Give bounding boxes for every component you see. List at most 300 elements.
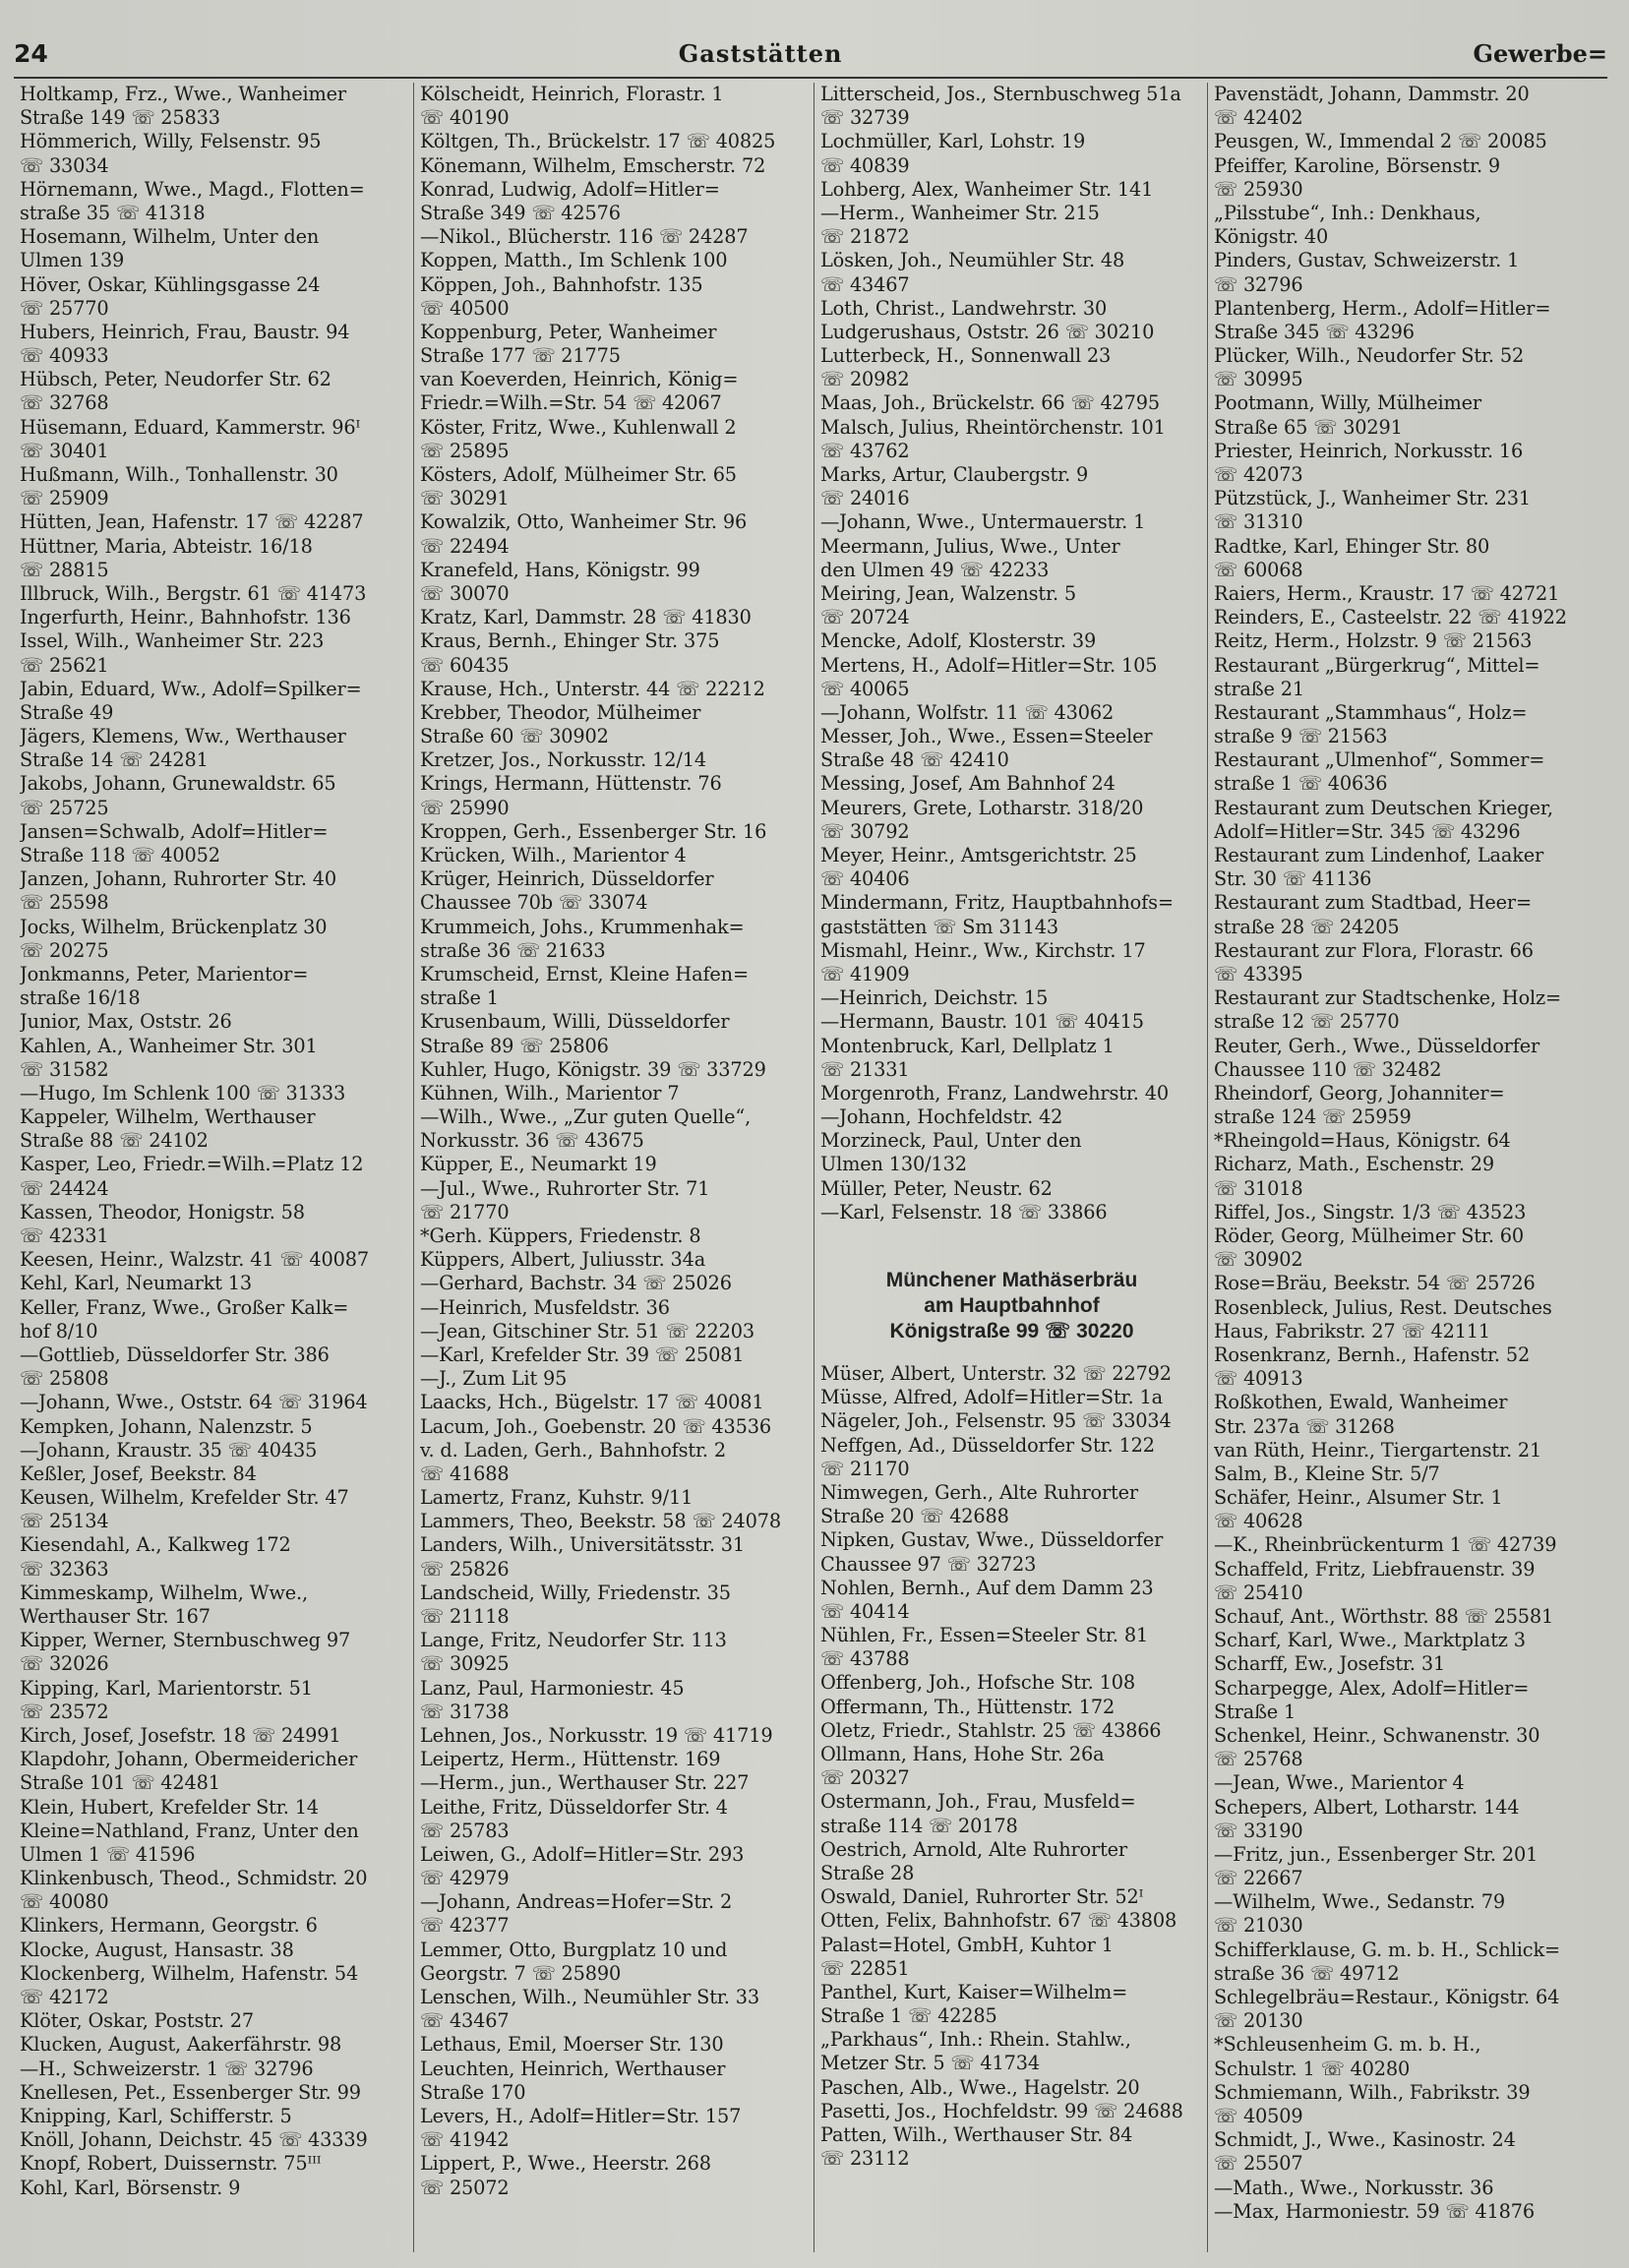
listing-line: Klein, Hubert, Krefelder Str. 14 bbox=[20, 1795, 319, 1819]
listing-line: ☏ 25598 bbox=[20, 891, 109, 915]
listing-line: Kranefeld, Hans, Königstr. 99 bbox=[420, 558, 700, 581]
listing-line: Kappeler, Wilhelm, Werthauser bbox=[20, 1105, 316, 1129]
listing-line: Kahlen, A., Wanheimer Str. 301 bbox=[20, 1034, 318, 1057]
listing-line: Kasper, Leo, Friedr.=Wilh.=Platz 12 bbox=[20, 1153, 364, 1176]
listing-line: Straße 170 bbox=[420, 2080, 526, 2104]
listing-line: straße 12 ☏ 25770 bbox=[1214, 1010, 1400, 1034]
listing-line: Haus, Fabrikstr. 27 ☏ 42111 bbox=[1214, 1319, 1491, 1343]
listing-line: Richarz, Math., Eschenstr. 29 bbox=[1214, 1153, 1495, 1176]
listing-line: ☏ 40913 bbox=[1214, 1367, 1303, 1391]
listing-line: Metzer Str. 5 ☏ 41734 bbox=[820, 2052, 1040, 2075]
listing-line: Keusen, Wilhelm, Krefelder Str. 47 bbox=[20, 1486, 349, 1510]
listing-line: Konrad, Ludwig, Adolf=Hitler= bbox=[420, 177, 720, 201]
listing-line: Riffel, Jos., Singstr. 1/3 ☏ 43523 bbox=[1214, 1200, 1527, 1224]
listing-line: Kipping, Karl, Marientorstr. 51 bbox=[20, 1676, 313, 1700]
listing-line: —Johann, Wwe., Oststr. 64 ☏ 31964 bbox=[20, 1391, 368, 1414]
listing-line: Küpper, E., Neumarkt 19 bbox=[420, 1153, 657, 1176]
listing-line: Schmiemann, Wilh., Fabrikstr. 39 bbox=[1214, 2080, 1531, 2104]
listing-line: Restaurant zum Lindenhof, Laaker bbox=[1214, 844, 1544, 866]
listing-line: ☏ 22494 bbox=[420, 534, 510, 558]
listing-line: Krücken, Wilh., Marientor 4 bbox=[420, 844, 687, 866]
listing-line: —Jean, Wwe., Marientor 4 bbox=[1214, 1771, 1465, 1795]
listing-line: Palast=Hotel, GmbH, Kuhtor 1 bbox=[820, 1933, 1114, 1956]
listing-line: Plantenberg, Herm., Adolf=Hitler= bbox=[1214, 296, 1551, 320]
listing-line: Mencke, Adolf, Klosterstr. 39 bbox=[820, 629, 1097, 653]
listing-line: ☏ 25895 bbox=[420, 439, 510, 462]
listing-line: Klöter, Oskar, Poststr. 27 bbox=[20, 2009, 255, 2033]
listing-line: Levers, H., Adolf=Hitler=Str. 157 bbox=[420, 2104, 742, 2127]
listing-line: Straße 65 ☏ 30291 bbox=[1214, 415, 1403, 439]
listing-line: Loth, Christ., Landwehrstr. 30 bbox=[820, 296, 1108, 320]
ad-line: am Hauptbahnhof bbox=[924, 1294, 1100, 1317]
listing-line: Hübsch, Peter, Neudorfer Str. 62 bbox=[20, 368, 332, 391]
listing-line: Lanz, Paul, Harmoniestr. 45 bbox=[420, 1676, 685, 1700]
listing-line: Lemmer, Otto, Burgplatz 10 und bbox=[420, 1938, 728, 1961]
listing-line: Offermann, Th., Hüttenstr. 172 bbox=[820, 1695, 1116, 1718]
listing-line: ☏ 60435 bbox=[420, 653, 510, 677]
listing-line: Restaurant zum Deutschen Krieger, bbox=[1214, 796, 1553, 819]
listing-line: —Karl, Felsenstr. 18 ☏ 33866 bbox=[820, 1200, 1108, 1224]
listing-line: Janzen, Johann, Ruhrorter Str. 40 bbox=[20, 867, 337, 891]
listing-line: Meermann, Julius, Wwe., Unter bbox=[820, 534, 1120, 558]
listing-line: Nägeler, Joh., Felsenstr. 95 ☏ 33034 bbox=[820, 1409, 1172, 1433]
listing-line: Oestrich, Arnold, Alte Ruhrorter bbox=[820, 1837, 1128, 1861]
listing-line: ☏ 25770 bbox=[20, 296, 109, 320]
listing-line: Köster, Fritz, Wwe., Kuhlenwall 2 bbox=[420, 415, 737, 439]
listing-line: Landers, Wilh., Universitätsstr. 31 bbox=[420, 1533, 746, 1557]
listing-line: ☏ 42979 bbox=[420, 1867, 510, 1890]
listing-line: Lamertz, Franz, Kuhstr. 9/11 bbox=[420, 1486, 694, 1510]
listing-line: ☏ 25621 bbox=[20, 653, 109, 677]
listing-line: ☏ 32026 bbox=[20, 1652, 109, 1676]
listing-line: Schulstr. 1 ☏ 40280 bbox=[1214, 2057, 1411, 2080]
listing-line: Restaurant „Bürgerkrug“, Mittel= bbox=[1214, 653, 1540, 677]
listing-line: Hußmann, Wilh., Tonhallenstr. 30 bbox=[20, 463, 338, 486]
listing-line: Müsse, Alfred, Adolf=Hitler=Str. 1a bbox=[820, 1386, 1163, 1409]
listing-line: ☏ 40509 bbox=[1214, 2104, 1303, 2127]
listing-line: ☏ 42402 bbox=[1214, 106, 1303, 130]
listing-line: Keßler, Josef, Beekstr. 84 bbox=[20, 1462, 257, 1485]
listing-line: —Hermann, Baustr. 101 ☏ 40415 bbox=[820, 1010, 1144, 1034]
listing-line: Nühlen, Fr., Essen=Steeler Str. 81 bbox=[820, 1624, 1149, 1647]
listing-line: ☏ 42331 bbox=[20, 1224, 109, 1247]
listing-line: Knipping, Karl, Schifferstr. 5 bbox=[20, 2104, 292, 2127]
listing-line: Reinders, E., Casteelstr. 22 ☏ 41922 bbox=[1214, 606, 1567, 629]
listing-line: ☏ 28815 bbox=[20, 558, 109, 581]
listing-line: —K., Rheinbrückenturm 1 ☏ 42739 bbox=[1214, 1533, 1557, 1557]
listing-line: ☏ 42377 bbox=[420, 1914, 510, 1938]
listing-line: Kölscheidt, Heinrich, Florastr. 1 bbox=[420, 83, 724, 105]
listing-line: Chaussee 110 ☏ 32482 bbox=[1214, 1057, 1442, 1081]
column-3 bbox=[814, 83, 1208, 2252]
listing-line: ☏ 60068 bbox=[1214, 558, 1303, 581]
listing-line: —Karl, Krefelder Str. 39 ☏ 25081 bbox=[420, 1343, 745, 1366]
listing-line: ☏ 25507 bbox=[1214, 2152, 1303, 2176]
listing-line: Restaurant „Stammhaus“, Holz= bbox=[1214, 700, 1528, 724]
listing-line: Roßkothen, Ewald, Wanheimer bbox=[1214, 1391, 1508, 1414]
listing-line: Oswald, Daniel, Ruhrorter Str. 52ᴵ bbox=[820, 1885, 1144, 1909]
listing-line: —Max, Harmoniestr. 59 ☏ 41876 bbox=[1214, 2199, 1535, 2223]
listing-line: Lange, Fritz, Neudorfer Str. 113 bbox=[420, 1629, 727, 1652]
listing-line: Reitz, Herm., Holzstr. 9 ☏ 21563 bbox=[1214, 629, 1533, 653]
listing-line: Messing, Josef, Am Bahnhof 24 bbox=[820, 772, 1116, 796]
listing-line: —Gerhard, Bachstr. 34 ☏ 25026 bbox=[420, 1272, 732, 1295]
listing-line: Könemann, Wilhelm, Emscherstr. 72 bbox=[420, 153, 766, 177]
listing-line: Müser, Albert, Unterstr. 32 ☏ 22792 bbox=[820, 1362, 1172, 1385]
listing-line: ☏ 41942 bbox=[420, 2128, 510, 2152]
listing-line: van Koeverden, Heinrich, König= bbox=[420, 368, 739, 391]
listing-line: Lehnen, Jos., Norkusstr. 19 ☏ 41719 bbox=[420, 1723, 773, 1747]
listing-line: Jabin, Eduard, Ww., Adolf=Spilker= bbox=[20, 677, 362, 700]
listing-line: Lippert, P., Wwe., Heerstr. 268 bbox=[420, 2152, 711, 2176]
listing-line: Rose=Bräu, Beekstr. 54 ☏ 25726 bbox=[1214, 1272, 1536, 1295]
listing-line: den Ulmen 49 ☏ 42233 bbox=[820, 558, 1050, 581]
listing-line: Pinders, Gustav, Schweizerstr. 1 bbox=[1214, 249, 1520, 272]
listing-line: Norkusstr. 36 ☏ 43675 bbox=[420, 1129, 644, 1153]
listing-line: Schifferklause, G. m. b. H., Schlick= bbox=[1214, 1938, 1560, 1961]
listing-line: Laacks, Hch., Bügelstr. 17 ☏ 40081 bbox=[420, 1391, 764, 1414]
listing-line: Issel, Wilh., Wanheimer Str. 223 bbox=[20, 629, 325, 653]
listing-line: —Herm., jun., Werthauser Str. 227 bbox=[420, 1771, 750, 1795]
listing-columns bbox=[14, 83, 1607, 2252]
listing-line: Maas, Joh., Brückelstr. 66 ☏ 42795 bbox=[820, 391, 1161, 415]
listing-line: straße 16/18 bbox=[20, 986, 141, 1010]
listing-line: Pfeiffer, Karoline, Börsenstr. 9 bbox=[1214, 153, 1501, 177]
listing-line: ☏ 31582 bbox=[20, 1057, 109, 1081]
listing-line: Kipper, Werner, Sternbuschweg 97 bbox=[20, 1629, 351, 1652]
listing-line: Priester, Heinrich, Norkusstr. 16 bbox=[1214, 439, 1524, 462]
listing-line: Kühnen, Wilh., Marientor 7 bbox=[420, 1081, 680, 1104]
listing-line: Landscheid, Willy, Friedenstr. 35 bbox=[420, 1581, 731, 1604]
listing-line: ☏ 20275 bbox=[20, 938, 109, 962]
listing-line: ☏ 30401 bbox=[20, 439, 109, 462]
listing-line: Klockenberg, Wilhelm, Hafenstr. 54 bbox=[20, 1961, 359, 1985]
listing-line: Messer, Joh., Wwe., Essen=Steeler bbox=[820, 725, 1153, 748]
listing-line: ☏ 31018 bbox=[1214, 1176, 1303, 1200]
listing-line: Raiers, Herm., Kraustr. 17 ☏ 42721 bbox=[1214, 581, 1560, 605]
listing-line: straße 9 ☏ 21563 bbox=[1214, 725, 1388, 748]
listing-line: Klocke, August, Hansastr. 38 bbox=[20, 1938, 294, 1961]
listing-line: Lutterbeck, H., Sonnenwall 23 bbox=[820, 344, 1112, 368]
listing-line: Straße 1 ☏ 42285 bbox=[820, 2004, 997, 2028]
listing-line: —Jul., Wwe., Ruhrorter Str. 71 bbox=[420, 1176, 710, 1200]
listing-line: Schenkel, Heinr., Schwanenstr. 30 bbox=[1214, 1723, 1540, 1747]
listing-line: Straße 60 ☏ 30902 bbox=[420, 725, 609, 748]
listing-line: *Rheingold=Haus, Königstr. 64 bbox=[1214, 1129, 1511, 1153]
listing-line: Röder, Georg, Mülheimer Str. 60 bbox=[1214, 1224, 1525, 1247]
listing-line: Straße 177 ☏ 21775 bbox=[420, 344, 621, 368]
listing-line: ☏ 32768 bbox=[20, 391, 109, 415]
listing-line: van Rüth, Heinr., Tiergartenstr. 21 bbox=[1214, 1438, 1542, 1462]
listing-line: ☏ 21030 bbox=[1214, 1914, 1303, 1938]
listing-line: Montenbruck, Karl, Dellplatz 1 bbox=[820, 1034, 1115, 1057]
listing-line: Morzineck, Paul, Unter den bbox=[820, 1129, 1082, 1153]
listing-line: ☏ 43467 bbox=[820, 272, 910, 296]
column-2 bbox=[414, 83, 814, 2252]
listing-line: Köppen, Joh., Bahnhofstr. 135 bbox=[420, 272, 703, 296]
listing-line: —H., Schweizerstr. 1 ☏ 32796 bbox=[20, 2057, 314, 2080]
listing-line: Krüger, Heinrich, Düsseldorfer bbox=[420, 867, 714, 891]
listing-line: ☏ 20724 bbox=[820, 606, 910, 629]
page-header bbox=[14, 39, 1607, 79]
listing-line: Kirch, Josef, Josefstr. 18 ☏ 24991 bbox=[20, 1723, 341, 1747]
listing-line: Klinkenbusch, Theod., Schmidstr. 20 bbox=[20, 1867, 368, 1890]
listing-line: Chaussee 97 ☏ 32723 bbox=[820, 1552, 1037, 1576]
listing-line: —Jean, Gitschiner Str. 51 ☏ 22203 bbox=[420, 1319, 754, 1343]
listing-line: Restaurant zur Flora, Florastr. 66 bbox=[1214, 938, 1534, 962]
listing-line: ☏ 30902 bbox=[1214, 1248, 1303, 1272]
listing-line: Lenschen, Wilh., Neumühler Str. 33 bbox=[420, 1986, 759, 2008]
listing-line: straße 28 ☏ 24205 bbox=[1214, 915, 1400, 938]
listing-line: Patten, Wilh., Werthauser Str. 84 bbox=[820, 2123, 1133, 2146]
page-title: Gaststätten bbox=[678, 39, 843, 68]
listing-line: —Johann, Hochfeldstr. 42 bbox=[820, 1105, 1063, 1129]
listing-line: Neffgen, Ad., Düsseldorfer Str. 122 bbox=[820, 1433, 1155, 1457]
listing-line: Jägers, Klemens, Ww., Werthauser bbox=[20, 725, 346, 748]
listing-line: ☏ 21770 bbox=[420, 1200, 510, 1224]
listing-line: —Johann, Wolfstr. 11 ☏ 43062 bbox=[820, 700, 1115, 724]
listing-line: ☏ 40414 bbox=[820, 1599, 910, 1623]
listing-line: Restaurant zur Stadtschenke, Holz= bbox=[1214, 986, 1562, 1010]
listing-line: Krumscheid, Ernst, Kleine Hafen= bbox=[420, 962, 749, 985]
listing-line: *Schleusenheim G. m. b. H., bbox=[1214, 2033, 1481, 2057]
listing-line: Kleine=Nathland, Franz, Unter den bbox=[20, 1819, 359, 1842]
listing-line: Leithe, Fritz, Düsseldorfer Str. 4 bbox=[420, 1795, 728, 1819]
listing-line: Adolf=Hitler=Str. 345 ☏ 43296 bbox=[1214, 819, 1521, 843]
listing-line: —Johann, Wwe., Untermauerstr. 1 bbox=[820, 510, 1146, 534]
listing-line: Keller, Franz, Wwe., Großer Kalk= bbox=[20, 1295, 349, 1319]
listing-line: Schlegelbräu=Restaur., Königstr. 64 bbox=[1214, 1986, 1560, 2008]
listing-line: Werthauser Str. 167 bbox=[20, 1605, 211, 1628]
listing-line: Straße 149 ☏ 25833 bbox=[20, 106, 220, 130]
listing-line: ☏ 41909 bbox=[820, 962, 910, 985]
listing-line: ☏ 25725 bbox=[20, 796, 109, 819]
listing-line: Leuchten, Heinrich, Werthauser bbox=[420, 2057, 726, 2080]
listing-line: Straße 28 bbox=[820, 1861, 915, 1884]
listing-line: Höver, Oskar, Kühlingsgasse 24 bbox=[20, 272, 321, 296]
listing-line: Hosemann, Wilhelm, Unter den bbox=[20, 225, 320, 249]
listing-line: Panthel, Kurt, Kaiser=Wilhelm= bbox=[820, 1980, 1128, 2003]
listing-line: straße 124 ☏ 25959 bbox=[1214, 1105, 1412, 1129]
listing-line: ☏ 24424 bbox=[20, 1176, 109, 1200]
listing-line: Kratz, Karl, Dammstr. 28 ☏ 41830 bbox=[420, 606, 752, 629]
listing-line: ☏ 33034 bbox=[20, 153, 109, 177]
listing-line: Kiesendahl, A., Kalkweg 172 bbox=[20, 1533, 291, 1557]
listing-line: Rosenbleck, Julius, Rest. Deutsches bbox=[1214, 1295, 1552, 1319]
listing-line: Kassen, Theodor, Honigstr. 58 bbox=[20, 1200, 305, 1224]
listing-line: ☏ 31310 bbox=[1214, 510, 1303, 534]
listing-line: Leiwen, G., Adolf=Hitler=Str. 293 bbox=[420, 1842, 745, 1866]
listing-line: „Parkhaus“, Inh.: Rhein. Stahlw., bbox=[820, 2028, 1131, 2052]
listing-line: —Wilh., Wwe., „Zur guten Quelle“, bbox=[420, 1105, 752, 1129]
listing-line: Krummeich, Johs., Krummenhak= bbox=[420, 915, 745, 938]
listing-line: ☏ 20327 bbox=[820, 1766, 910, 1790]
listing-line: ☏ 30070 bbox=[420, 581, 510, 605]
listing-line: Straße 1 bbox=[1214, 1700, 1297, 1723]
listing-line: ☏ 40839 bbox=[820, 153, 910, 177]
listing-line: ☏ 20130 bbox=[1214, 2009, 1303, 2033]
listing-line: Straße 345 ☏ 43296 bbox=[1214, 320, 1415, 343]
listing-line: Hörnemann, Wwe., Magd., Flotten= bbox=[20, 177, 365, 201]
listing-line: ☏ 25826 bbox=[420, 1557, 510, 1581]
listing-line: Knöll, Johann, Deichstr. 45 ☏ 43339 bbox=[20, 2128, 368, 2152]
listing-line: ☏ 40190 bbox=[420, 106, 510, 130]
listing-line: Plücker, Wilh., Neudorfer Str. 52 bbox=[1214, 344, 1525, 368]
listing-line: Friedr.=Wilh.=Str. 54 ☏ 42067 bbox=[420, 391, 722, 415]
listing-line: Ulmen 139 bbox=[20, 249, 125, 272]
listing-line: ☏ 42172 bbox=[20, 1986, 109, 2008]
section-title: Gewerbe= bbox=[1473, 39, 1607, 68]
listing-line: Morgenroth, Franz, Landwehrstr. 40 bbox=[820, 1081, 1169, 1104]
listing-line: Nimwegen, Gerh., Alte Ruhrorter bbox=[820, 1480, 1138, 1504]
listing-line: Ingerfurth, Heinr., Bahnhofstr. 136 bbox=[20, 606, 351, 629]
listing-line: Scharf, Karl, Wwe., Marktplatz 3 bbox=[1214, 1629, 1526, 1652]
listing-line: Meiring, Jean, Walzenstr. 5 bbox=[820, 581, 1077, 605]
listing-line: Straße 20 ☏ 42688 bbox=[820, 1505, 1009, 1528]
listing-line: —J., Zum Lit 95 bbox=[420, 1367, 568, 1391]
listing-line: ☏ 32363 bbox=[20, 1557, 109, 1581]
listing-line: ☏ 23572 bbox=[20, 1700, 109, 1723]
listing-line: Str. 237a ☏ 31268 bbox=[1214, 1414, 1395, 1438]
listing-line: Marks, Artur, Claubergstr. 9 bbox=[820, 463, 1089, 486]
listing-line: straße 36 ☏ 21633 bbox=[420, 938, 606, 962]
listing-line: —Johann, Kraustr. 35 ☏ 40435 bbox=[20, 1438, 318, 1462]
listing-line: straße 1 ☏ 40636 bbox=[1214, 772, 1388, 796]
listing-line: Peusgen, W., Immendal 2 ☏ 20085 bbox=[1214, 130, 1547, 153]
listing-line: ☏ 43395 bbox=[1214, 962, 1303, 985]
listing-line: Schepers, Albert, Lotharstr. 144 bbox=[1214, 1795, 1520, 1819]
page-number: 24 bbox=[14, 39, 48, 68]
listing-line: ☏ 25990 bbox=[420, 796, 510, 819]
listing-line: Holtkamp, Frz., Wwe., Wanheimer bbox=[20, 83, 346, 105]
listing-line: Jakobs, Johann, Grunewaldstr. 65 bbox=[20, 772, 336, 796]
listing-line: straße 21 bbox=[1214, 677, 1304, 700]
listing-line: Lochmüller, Karl, Lohstr. 19 bbox=[820, 130, 1086, 153]
listing-line: Straße 101 ☏ 42481 bbox=[20, 1771, 220, 1795]
listing-line: Meyer, Heinr., Amtsgerichtstr. 25 bbox=[820, 844, 1137, 866]
listing-line: ☏ 40628 bbox=[1214, 1510, 1303, 1533]
listing-line: Krause, Hch., Unterstr. 44 ☏ 22212 bbox=[420, 677, 765, 700]
listing-line: Mertens, H., Adolf=Hitler=Str. 105 bbox=[820, 653, 1158, 677]
listing-line: ☏ 33190 bbox=[1214, 1819, 1303, 1842]
listing-line: Scharpegge, Alex, Adolf=Hitler= bbox=[1214, 1676, 1530, 1700]
listing-line: ☏ 25072 bbox=[420, 2176, 510, 2199]
listing-line: ☏ 25930 bbox=[1214, 177, 1303, 201]
listing-line: ☏ 32796 bbox=[1214, 272, 1303, 296]
listing-line: Krings, Hermann, Hüttenstr. 76 bbox=[420, 772, 722, 796]
listing-line: —Fritz, jun., Essenberger Str. 201 bbox=[1214, 1842, 1538, 1866]
listing-line: Georgstr. 7 ☏ 25890 bbox=[420, 1961, 622, 1985]
column-4 bbox=[1208, 83, 1601, 2252]
listing-line: Straße 48 ☏ 42410 bbox=[820, 748, 1009, 772]
listing-line: Schmidt, J., Wwe., Kasinostr. 24 bbox=[1214, 2128, 1516, 2152]
listing-line: Jonkmanns, Peter, Marientor= bbox=[20, 962, 309, 985]
listing-line: ☏ 21872 bbox=[820, 225, 910, 249]
listing-line: Hüsemann, Eduard, Kammerstr. 96ᴵ bbox=[20, 415, 361, 439]
listing-line: Litterscheid, Jos., Sternbuschweg 51a bbox=[820, 83, 1181, 105]
listing-line: ☏ 30792 bbox=[820, 819, 910, 843]
listing-line: Jansen=Schwalb, Adolf=Hitler= bbox=[20, 819, 329, 843]
listing-line: —Johann, Andreas=Hofer=Str. 2 bbox=[420, 1890, 733, 1914]
listing-line: Hömmerich, Willy, Felsenstr. 95 bbox=[20, 130, 322, 153]
listing-line: ☏ 21118 bbox=[420, 1605, 510, 1628]
listing-line: ☏ 30925 bbox=[420, 1652, 510, 1676]
listing-line: Kösters, Adolf, Mülheimer Str. 65 bbox=[420, 463, 737, 486]
listing-line: Lacum, Joh., Goebenstr. 20 ☏ 43536 bbox=[420, 1414, 771, 1438]
listing-line: Straße 49 bbox=[20, 700, 114, 724]
listing-line: ☏ 31738 bbox=[420, 1700, 510, 1723]
listing-line: straße 36 ☏ 49712 bbox=[1214, 1961, 1400, 1985]
listing-line: Knopf, Robert, Duissernstr. 75ᴵᴵᴵ bbox=[20, 2152, 322, 2176]
listing-line: —Heinrich, Deichstr. 15 bbox=[820, 986, 1049, 1010]
advertisement-box bbox=[820, 1268, 1203, 1344]
listing-line: —Nikol., Blücherstr. 116 ☏ 24287 bbox=[420, 225, 749, 249]
listing-line: ☏ 24016 bbox=[820, 487, 910, 510]
listing-line: Kohl, Karl, Börsenstr. 9 bbox=[20, 2176, 241, 2199]
listing-line: Klinkers, Hermann, Georgstr. 6 bbox=[20, 1914, 318, 1938]
listing-line: ☏ 42073 bbox=[1214, 463, 1303, 486]
listing-line: ☏ 25134 bbox=[20, 1510, 109, 1533]
listing-line: Straße 118 ☏ 40052 bbox=[20, 844, 220, 866]
listing-line: hof 8/10 bbox=[20, 1319, 98, 1343]
ad-line: Königstraße 99 ☏ 30220 bbox=[889, 1320, 1134, 1343]
listing-line: Oletz, Friedr., Stahlstr. 25 ☏ 43866 bbox=[820, 1718, 1162, 1742]
listing-line: —Herm., Wanheimer Str. 215 bbox=[820, 201, 1100, 224]
listing-line: Rheindorf, Georg, Johanniter= bbox=[1214, 1081, 1505, 1104]
listing-line: Straße 89 ☏ 25806 bbox=[420, 1034, 609, 1057]
listing-line: „Pilsstube“, Inh.: Denkhaus, bbox=[1214, 201, 1481, 224]
listing-line: Kimmeskamp, Wilhelm, Wwe., bbox=[20, 1581, 308, 1604]
listing-line: Junior, Max, Oststr. 26 bbox=[20, 1010, 232, 1034]
listing-line: Lammers, Theo, Beekstr. 58 ☏ 24078 bbox=[420, 1510, 782, 1533]
listing-line: ☏ 40080 bbox=[20, 1890, 109, 1914]
listing-line: Ostermann, Joh., Frau, Musfeld= bbox=[820, 1790, 1136, 1814]
listing-line: Illbruck, Wilh., Bergstr. 61 ☏ 41473 bbox=[20, 581, 367, 605]
listing-line: Ulmen 1 ☏ 41596 bbox=[20, 1842, 196, 1866]
listing-line: Kretzer, Jos., Norkusstr. 12/14 bbox=[420, 748, 706, 772]
listing-line: Kuhler, Hugo, Königstr. 39 ☏ 33729 bbox=[420, 1057, 766, 1081]
listing-line: Pavenstädt, Johann, Dammstr. 20 bbox=[1214, 83, 1530, 105]
listing-line: ☏ 21331 bbox=[820, 1057, 910, 1081]
listing-line: straße 114 ☏ 20178 bbox=[820, 1814, 1018, 1837]
listing-line: Offenberg, Joh., Hofsche Str. 108 bbox=[820, 1671, 1135, 1695]
listing-line: ☏ 40406 bbox=[820, 867, 910, 891]
listing-line: Nipken, Gustav, Wwe., Düsseldorfer bbox=[820, 1528, 1164, 1552]
listing-line: Hubers, Heinrich, Frau, Baustr. 94 bbox=[20, 320, 350, 343]
listing-line: Krebber, Theodor, Mülheimer bbox=[420, 700, 701, 724]
column-3-top bbox=[820, 83, 1203, 1224]
listing-line: Lösken, Joh., Neumühler Str. 48 bbox=[820, 249, 1125, 272]
listing-line: —Wilhelm, Wwe., Sedanstr. 79 bbox=[1214, 1890, 1505, 1914]
listing-line: ☏ 30995 bbox=[1214, 368, 1303, 391]
listing-line: ☏ 41688 bbox=[420, 1462, 510, 1485]
listing-line: ☏ 40500 bbox=[420, 296, 510, 320]
listing-line: ☏ 40933 bbox=[20, 344, 109, 368]
listing-line: Keesen, Heinr., Walzstr. 41 ☏ 40087 bbox=[20, 1248, 369, 1272]
listing-line: ☏ 25768 bbox=[1214, 1748, 1303, 1771]
listing-line: straße 35 ☏ 41318 bbox=[20, 201, 206, 224]
listing-line: Schauf, Ant., Wörthstr. 88 ☏ 25581 bbox=[1214, 1605, 1554, 1628]
listing-line: Mindermann, Fritz, Hauptbahnhofs= bbox=[820, 891, 1174, 915]
listing-line: Otten, Felix, Bahnhofstr. 67 ☏ 43808 bbox=[820, 1909, 1177, 1933]
listing-line: Restaurant „Ulmenhof“, Sommer= bbox=[1214, 748, 1545, 772]
listing-line: Kempken, Johann, Nalenzstr. 5 bbox=[20, 1414, 313, 1438]
listing-line: v. d. Laden, Gerh., Bahnhofstr. 2 bbox=[420, 1438, 727, 1462]
listing-line: Hüttner, Maria, Abteistr. 16/18 bbox=[20, 534, 313, 558]
listing-line: Kraus, Bernh., Ehinger Str. 375 bbox=[420, 629, 720, 653]
listing-line: —Gottlieb, Düsseldorfer Str. 386 bbox=[20, 1343, 330, 1366]
column-3-bottom bbox=[820, 1362, 1203, 2171]
